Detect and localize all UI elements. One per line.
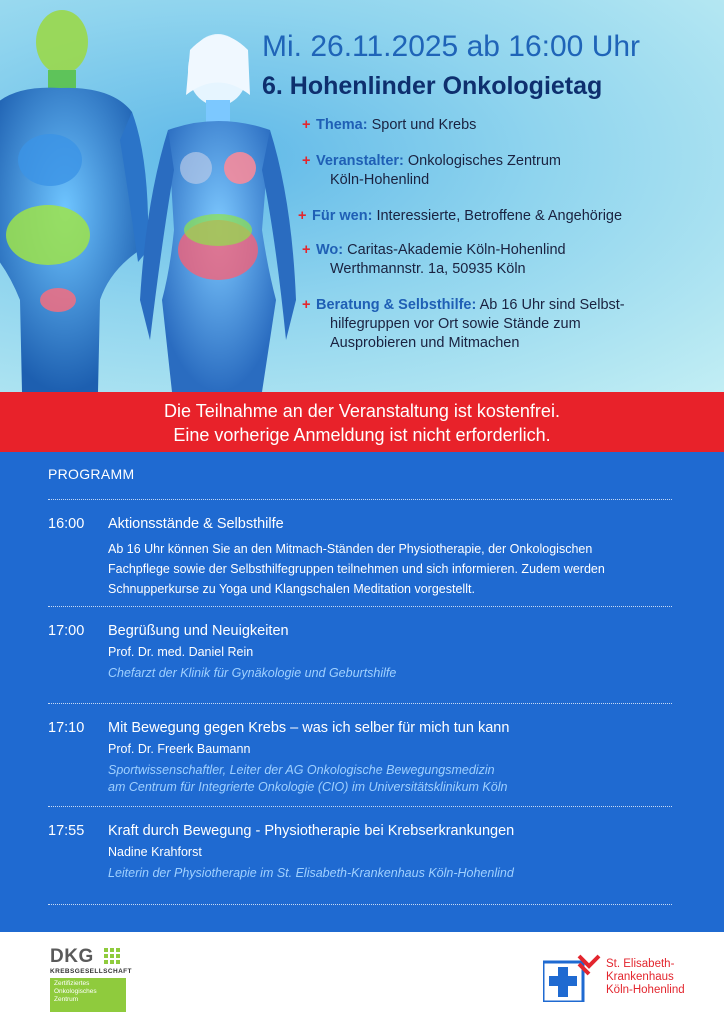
info-advice-value: Ab 16 Uhr sind Selbst- <box>479 297 625 313</box>
dkg-cert-line: Zentrum <box>54 996 79 1003</box>
entry-speaker-role: Leiterin der Physiotherapie im St. Elisabeth-Krankenhaus Köln-Hohenlind <box>108 866 514 880</box>
plus-icon: + <box>302 242 311 258</box>
program-heading: PROGRAMM <box>48 466 135 482</box>
divider <box>48 499 672 500</box>
entry-time: 16:00 <box>48 516 85 532</box>
entry-role-line: am Centrum für Integrierte Onkologie (CIO) im Universitätsklinikum Köln <box>108 780 508 794</box>
hospital-name <box>606 958 685 997</box>
hospital-name-line: Köln-Hohenlind <box>606 984 685 996</box>
entry-title: Aktionsstände & Selbsthilfe <box>108 516 284 532</box>
info-where <box>302 241 566 279</box>
hospital-name-line: Krankenhaus <box>606 971 674 983</box>
entry-speaker-role <box>108 762 507 796</box>
entry-description <box>108 539 668 599</box>
info-advice-value-cont: hilfegruppen vor Ort sowie Stände zum <box>330 316 581 332</box>
entry-description-line: Fachpflege sowie der Selbsthilfegruppen teilnehmen und sich informieren. Zudem werden <box>108 562 605 576</box>
banner-line-2: Eine vorherige Anmeldung ist nicht erforderlich. <box>173 425 551 445</box>
dkg-grid-icon <box>104 948 126 970</box>
event-title: 6. Hohenlinder Onkologietag <box>262 72 603 100</box>
footer <box>0 932 724 1024</box>
male-figure <box>0 10 148 392</box>
dkg-cert-line: Zertifiziertes <box>54 980 90 987</box>
dkg-certification-badge <box>50 978 126 1012</box>
entry-description-line: Ab 16 Uhr können Sie an den Mitmach-Ständen der Physiotherapie, der Onkologischen <box>108 542 593 556</box>
entry-time: 17:10 <box>48 720 85 736</box>
entry-speaker-role: Chefarzt der Klinik für Gynäkologie und Geburtshilfe <box>108 666 397 680</box>
plus-icon: + <box>302 297 311 313</box>
entry-speaker: Prof. Dr. Freerk Baumann <box>108 742 251 756</box>
info-audience-value: Interessierte, Betroffene & Angehörige <box>376 208 623 224</box>
info-where-value-cont: Werthmannstr. 1a, 50935 Köln <box>330 261 526 277</box>
entry-time: 17:00 <box>48 623 85 639</box>
hero-section <box>0 0 724 392</box>
dkg-logo-letters: DKG <box>50 946 94 967</box>
divider <box>48 606 672 607</box>
info-advice-label: Beratung & Selbsthilfe: <box>316 297 477 313</box>
entry-description-line: Schnupperkurse zu Yoga und Klangschalen Meditation vorgestellt. <box>108 582 475 596</box>
info-organizer <box>302 152 562 190</box>
entry-title: Begrüßung und Neuigkeiten <box>108 623 289 639</box>
entry-title: Kraft durch Bewegung - Physiotherapie bei Krebserkrankungen <box>108 823 515 839</box>
entry-role-line: Sportwissenschaftler, Leiter der AG Onkologische Bewegungsmedizin <box>108 763 495 777</box>
divider <box>48 703 672 704</box>
info-theme-value: Sport und Krebs <box>371 117 477 133</box>
entry-title: Mit Bewegung gegen Krebs – was ich selber für mich tun kann <box>108 720 510 736</box>
entry-speaker: Nadine Krahforst <box>108 845 202 859</box>
entry-speaker: Prof. Dr. med. Daniel Rein <box>108 645 254 659</box>
entry-time: 17:55 <box>48 823 85 839</box>
info-advice-value-cont: Ausprobieren und Mitmachen <box>330 335 520 351</box>
banner-line-1: Die Teilnahme an der Veranstaltung ist kostenfrei. <box>164 401 560 421</box>
dkg-subtitle: KREBSGESELLSCHAFT <box>50 968 132 975</box>
plus-icon: + <box>302 153 311 169</box>
dkg-cert-line: Onkologisches <box>54 988 97 995</box>
info-organizer-label: Veranstalter: <box>316 153 404 169</box>
info-audience-label: Für wen: <box>312 208 373 224</box>
program-section <box>0 452 724 932</box>
info-where-value: Caritas-Akademie Köln-Hohenlind <box>347 242 566 258</box>
free-admission-banner <box>0 392 724 452</box>
plus-icon: + <box>298 208 307 224</box>
info-advice <box>302 296 696 353</box>
info-where-label: Wo: <box>316 242 344 258</box>
info-organizer-value: Onkologisches Zentrum <box>407 153 562 169</box>
info-theme <box>302 116 477 135</box>
info-audience <box>298 207 623 226</box>
info-organizer-value-cont: Köln-Hohenlind <box>330 172 430 188</box>
hospital-name-line: St. Elisabeth- <box>606 958 675 970</box>
divider <box>48 904 672 905</box>
event-date: Mi. 26.11.2025 ab 16:00 Uhr <box>262 30 641 63</box>
hospital-cross-logo <box>543 954 601 1002</box>
plus-icon: + <box>302 117 311 133</box>
info-theme-label: Thema: <box>316 117 368 133</box>
divider <box>48 806 672 807</box>
